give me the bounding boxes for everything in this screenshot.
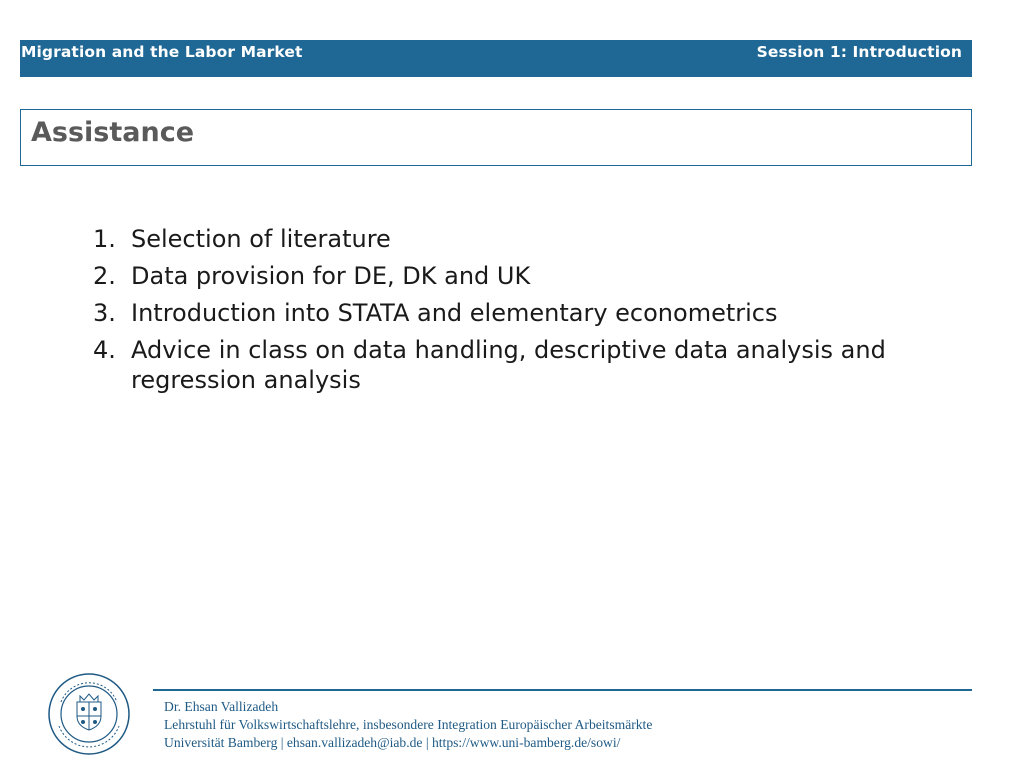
footer-author: Dr. Ehsan Vallizadeh — [164, 699, 279, 714]
footer-info — [164, 698, 652, 752]
slide-title-box — [20, 109, 972, 166]
list-item-text: Data provision for DE, DK and UK — [131, 262, 531, 290]
list-item — [93, 298, 893, 328]
footer-divider — [153, 689, 972, 691]
footer-chair: Lehrstuhl für Volkswirtschaftslehre, insbesondere Integration Europäischer Arbeitsmärkte — [164, 717, 653, 732]
list-item — [93, 224, 893, 254]
list-item-number: 2. — [93, 262, 116, 290]
list-item-text: Introduction into STATA and elementary econometrics — [131, 299, 778, 327]
numbered-list — [93, 224, 893, 402]
list-item-text: Advice in class on data handling, descriptive data analysis and regression analysis — [131, 336, 886, 394]
footer-contact: Universität Bamberg | ehsan.vallizadeh@iab.de | https://www.uni-bamberg.de/sowi/ — [164, 735, 621, 750]
list-item-text: Selection of literature — [131, 225, 391, 253]
session-title: Session 1: Introduction — [756, 43, 962, 61]
slide-title: Assistance — [31, 117, 195, 148]
course-title: Migration and the Labor Market — [21, 43, 303, 61]
list-item — [93, 335, 893, 395]
list-item-number: 3. — [93, 299, 116, 327]
university-seal-icon — [47, 672, 131, 756]
list-item-number: 1. — [93, 225, 116, 253]
list-item-number: 4. — [93, 336, 116, 364]
list-item — [93, 261, 893, 291]
header-bar — [20, 40, 972, 77]
